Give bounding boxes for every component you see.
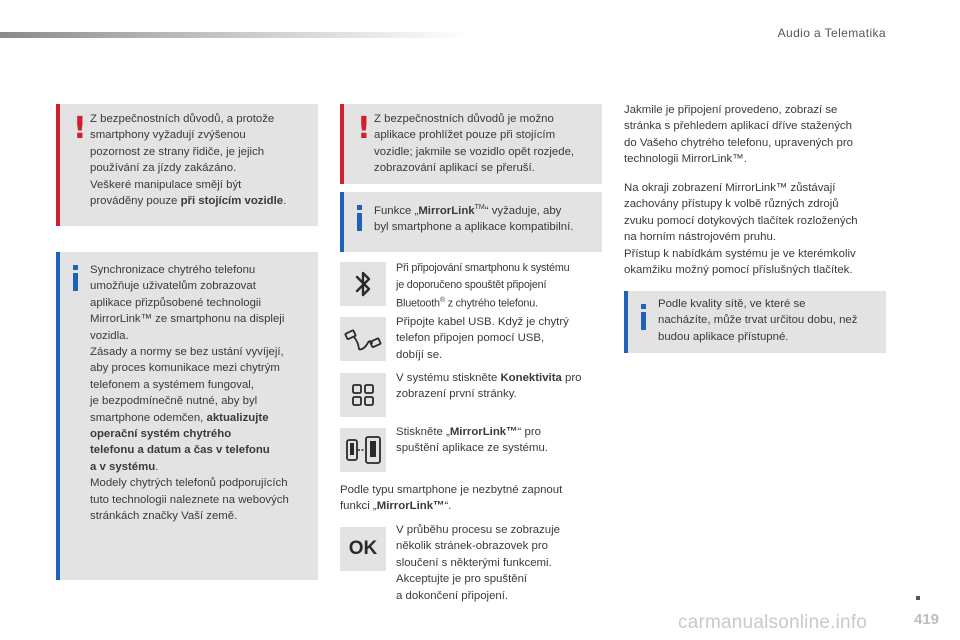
usb-step-text: Připojte kabel USB. Když je chytrý telefon připojen pomocí USB, dobíjí se. <box>396 316 569 361</box>
info-bar <box>624 291 628 353</box>
page-number: 419 <box>914 611 940 628</box>
exclamation-icon: ! <box>357 111 371 146</box>
warning-bar <box>340 104 344 184</box>
warning-box-driving <box>56 104 318 226</box>
sources-paragraph: Na okraji zobrazení MirrorLink™ zůstávají zachovány přístupy k volbě různých zdrojů zvuku pomocí dotykových tlačítek rozložených na horním nástrojovém pruhu. Přístup k nabídkám systému je ve kterémkoliv okamžiku možný pomocí příslušných tlačítek. <box>624 182 858 277</box>
bluetooth-icon <box>340 262 386 306</box>
mirrorlink-note: Podle typu smartphone je nezbytné zapnout funkci „MirrorLink™“. <box>340 484 563 513</box>
usb-cable-icon <box>340 317 386 361</box>
mirrorlink-step-text: Stiskněte „MirrorLink™“ pro spuštění aplikace ze systému. <box>396 426 548 455</box>
connected-paragraph: Jakmile je připojení provedeno, zobrazí se stránka s přehledem aplikací dříve stažených do Vašeho chytrého telefonu, upravených pro technologii MirrorLink™. <box>624 104 854 166</box>
info-text: Podle kvality sítě, ve které se nacházíte, může trvat určitou dobu, než budou aplikace přístupné. <box>658 298 858 343</box>
usb-cable-icon-box <box>340 317 386 361</box>
info-text: Funkce „MirrorLink™“ vyžaduje, aby byl smartphone a aplikace kompatibilní. <box>374 204 574 234</box>
section-title: Audio a Telematika <box>777 26 886 40</box>
header-gradient-bar <box>0 32 470 38</box>
bluetooth-icon-box <box>340 262 386 306</box>
connectivity-grid-icon <box>340 373 386 417</box>
exclamation-icon: ! <box>73 111 87 146</box>
ok-step-text: V průběhu procesu se zobrazuje několik stránek-obrazovek pro sloučení s některými funkcemi. Akceptujte je pro spuštění a dokončení připojení. <box>396 524 561 602</box>
mirrorlink-phone-icon <box>340 428 386 472</box>
info-box-compatibility <box>340 192 602 252</box>
watermark: carmanualsonline.info <box>678 612 868 633</box>
info-box-network <box>624 291 886 353</box>
warning-text: Z bezpečnostních důvodů je možno aplikace prohlížet pouze při stojícím vozidle; jakmile se vozidlo opět rozjede, zobrazování aplikací se přeruší. <box>374 113 575 175</box>
page-dot <box>916 596 920 600</box>
info-box-synchronization <box>56 252 318 580</box>
mirrorlink-phone-icon-box <box>340 428 386 472</box>
connectivity-step-text: V systému stiskněte Konektivita pro zobrazení první stránky. <box>396 372 582 401</box>
ok-label: OK <box>348 538 378 559</box>
warning-box-stationary <box>340 104 602 184</box>
warning-text: Z bezpečnostních důvodů, a protože smartphony vyžadují zvýšenou pozornost ze strany řidiče, je jejich používání za jízdy zakázáno. Veškeré manipulace smějí být prováděny pouze při stojícím vozidle. <box>90 113 287 208</box>
info-text: Synchronizace chytrého telefonu umožňuje uživatelům zobrazovat aplikace přizpůsobené technologii MirrorLink™ ze smartphonu na displeji vozidla. Zásady a normy se bez ustání vyvíjejí, aby proces komunikace mezi chytrým telefonem a systémem fungoval, je bezpodmínečně nutné, aby byl smartphone odemčen, aktualizujte operační systém chytrého telefonu a datum a čas v telefonu a v systému. Modely chytrých telefonů podporujících tuto technologii naleznete na webových stránkách značky Vaší země. <box>90 264 289 523</box>
connectivity-grid-icon-box <box>340 373 386 417</box>
ok-button-icon-box <box>340 527 386 571</box>
bluetooth-step-text: Při připojování smartphonu k systému je doporučeno spouštět připojení Bluetooth® z chytrého telefonu. <box>396 262 570 310</box>
info-bar <box>340 192 344 252</box>
warning-bar <box>56 104 60 226</box>
info-bar <box>56 252 60 580</box>
